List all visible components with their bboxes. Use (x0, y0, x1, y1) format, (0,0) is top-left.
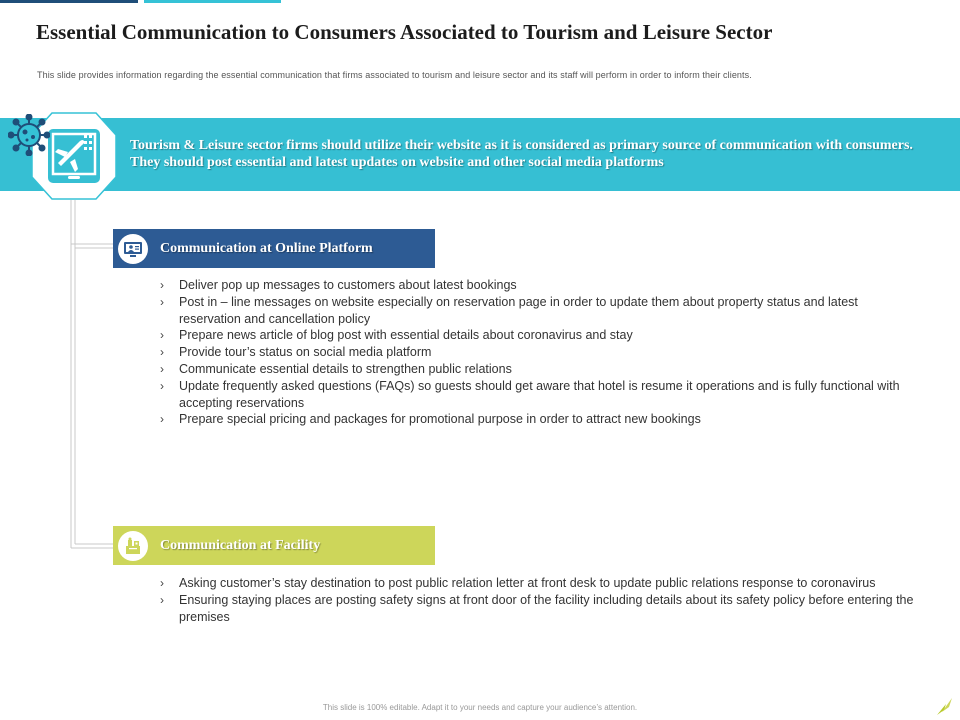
list-item: › Post in – line messages on website especially on reservation page in order to update them about property status and latest reservation and cancellation policy (160, 294, 858, 326)
list-item: › Update frequently asked questions (FAQs) so guests should get aware that hotel is resume it operations and is fully functional with accepting reservations (160, 378, 900, 410)
list-item: › Deliver pop up messages to customers about latest bookings (160, 278, 517, 292)
chevron-right-icon: › (160, 294, 164, 309)
chevron-right-icon: › (160, 328, 164, 343)
section-label-online-platform: Communication at Online Platform (160, 240, 373, 256)
airplane-tablet-icon (48, 129, 100, 183)
online-platform-bullets (160, 277, 920, 428)
page-title: Essential Communication to Consumers Associated to Tourism and Leisure Sector (36, 20, 773, 44)
chevron-right-icon: › (160, 576, 164, 590)
list-item: › Communicate essential details to strengthen public relations (160, 361, 512, 376)
page-subtitle: This slide provides information regarding the essential communication that firms associated to tourism and leisure sector and its staff will perform in order to inform their clients. (37, 70, 752, 80)
list-item: › Provide tour’s status on social media platform (160, 345, 432, 360)
chevron-right-icon: › (160, 361, 164, 376)
chevron-right-icon: › (160, 278, 164, 292)
chevron-right-icon: › (160, 592, 164, 607)
facility-icon (113, 526, 153, 565)
banner-text: Tourism & Leisure sector firms should utilize their website as it is considered as primary source of communication with consumers. They should post essential and latest updates on website and other social media platforms (130, 138, 913, 170)
facility-bullets (160, 575, 920, 625)
brand-logo-icon (934, 695, 956, 717)
section-label-facility: Communication at Facility (160, 537, 321, 553)
chevron-right-icon: › (160, 412, 164, 427)
online-platform-icon (113, 229, 153, 268)
list-item: › Ensuring staying places are posting safety signs at front door of the facility including details about its safety policy before entering the premises (160, 592, 914, 624)
chevron-right-icon: › (160, 345, 164, 360)
list-item: › Asking customer’s stay destination to post public relation letter at front desk to update public relations response to coronavirus (160, 576, 876, 590)
section-header-online-platform (113, 229, 435, 268)
section-header-facility (113, 526, 435, 565)
chevron-right-icon: › (160, 378, 164, 393)
list-item: › Prepare special pricing and packages for promotional purpose in order to attract new bookings (160, 412, 701, 427)
virus-icon (8, 114, 50, 156)
list-item: › Prepare news article of blog post with essential details about coronavirus and stay (160, 328, 633, 343)
footer-note: This slide is 100% editable. Adapt it to your needs and capture your audience’s attention. (322, 703, 638, 712)
